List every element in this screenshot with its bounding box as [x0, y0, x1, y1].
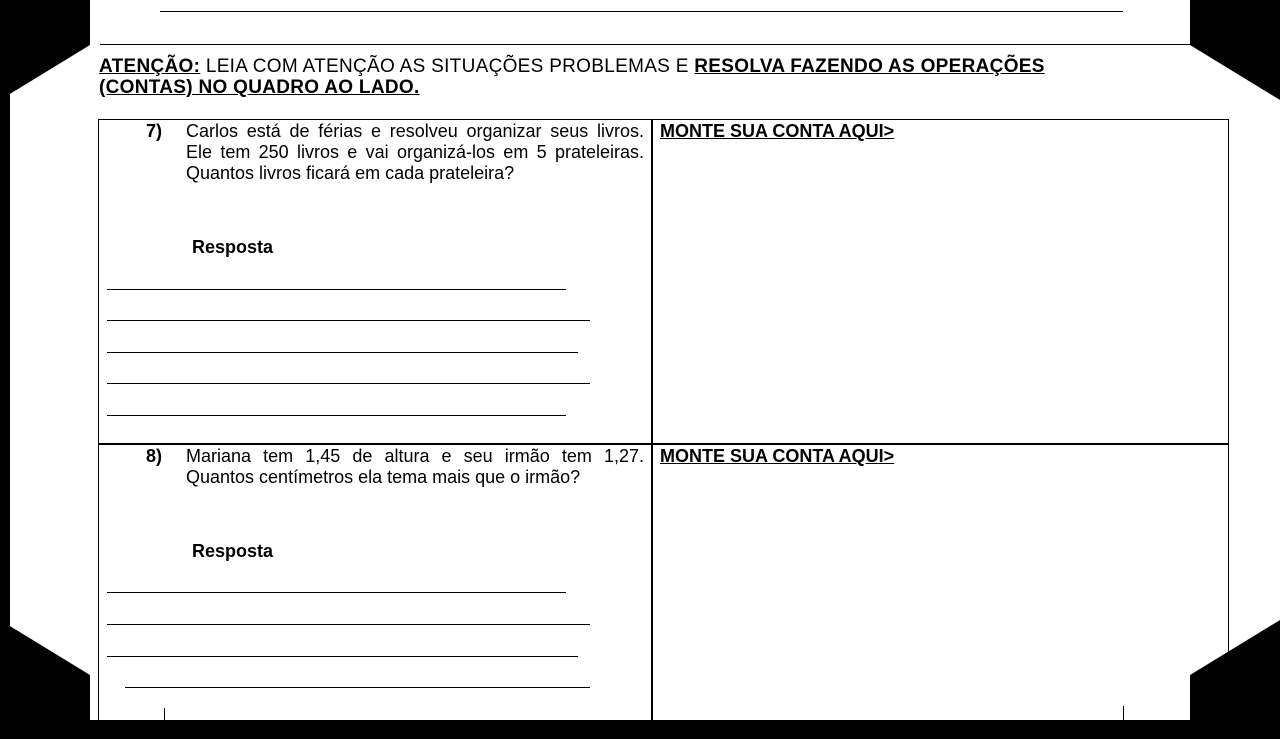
instructions-text: LEIA COM ATENÇÃO AS SITUAÇÕES PROBLEMAS E [200, 56, 695, 77]
work-area-label: MONTE SUA CONTA AQUI> [660, 121, 895, 141]
work-area-label: MONTE SUA CONTA AQUI> [660, 446, 895, 466]
answer-line[interactable] [107, 656, 578, 657]
bottom-tick [164, 708, 165, 720]
answer-label: Resposta [192, 541, 274, 561]
answer-line[interactable] [125, 687, 590, 688]
attention-label: ATENÇÃO: [99, 56, 201, 77]
question-number: 7) [146, 121, 163, 141]
instructions-header [99, 56, 1224, 98]
answer-line[interactable] [107, 289, 566, 290]
bottom-tick [1123, 706, 1124, 720]
answer-line[interactable] [107, 352, 578, 353]
question-text: Mariana tem 1,45 de altura e seu irmão tem 1,27. Quantos centímetros ela tema mais que o irmão? [186, 446, 644, 487]
top-rule [160, 11, 1123, 12]
instructions-line2: (CONTAS) NO QUADRO AO LADO. [99, 77, 420, 98]
left-dark-margin [0, 0, 10, 720]
answer-label: Resposta [192, 237, 274, 257]
answer-line[interactable] [107, 592, 566, 593]
table-divider-vertical [651, 119, 653, 739]
table-divider-horizontal [98, 443, 1229, 445]
question-text: Carlos está de férias e resolveu organizar seus livros. Ele tem 250 livros e vai organizá-los em 5 prateleiras. Quantos livros ficará em cada prateleira? [186, 121, 644, 183]
answer-line[interactable] [107, 383, 590, 384]
answer-line[interactable] [107, 624, 590, 625]
question-number: 8) [146, 446, 163, 466]
exercise-table [98, 119, 1229, 739]
answer-line[interactable] [107, 415, 566, 416]
top-rule-2 [100, 44, 1190, 45]
instructions-bold: RESOLVA FAZENDO AS OPERAÇÕES [694, 56, 1045, 77]
answer-line[interactable] [107, 320, 590, 321]
